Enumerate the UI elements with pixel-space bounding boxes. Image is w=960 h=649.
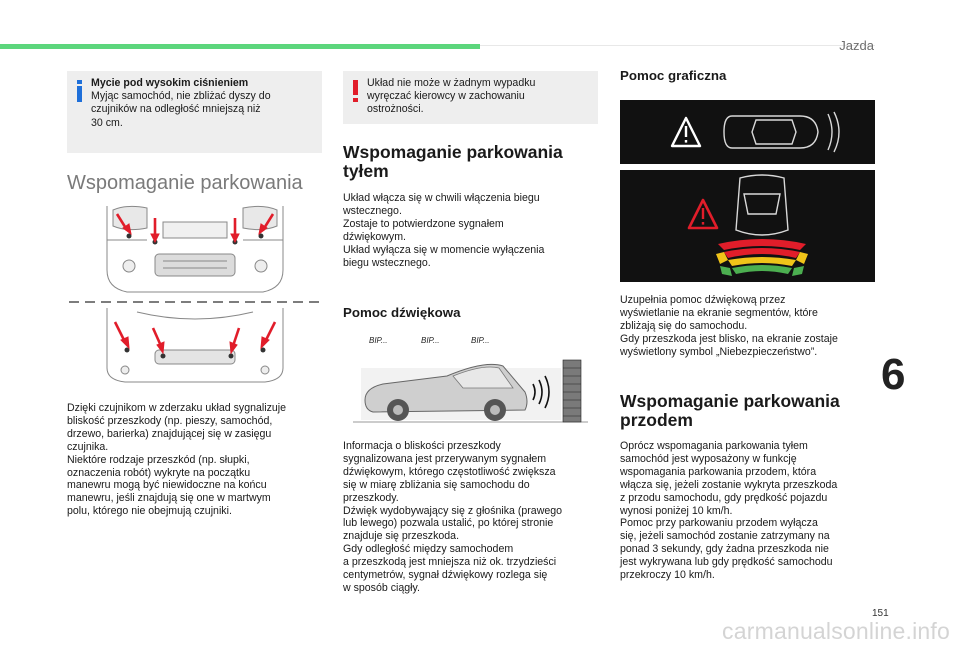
warning-note-box [343, 71, 598, 124]
text-line: a przeszkodą jest mniejsza niż ok. trzydzieści [343, 556, 557, 569]
text-line: biegu wstecznego. [343, 256, 431, 269]
text-line: oznaczenia robót) wykryte na początku [67, 466, 251, 479]
text-line: lub lewego) pozwala ustalić, po której stronie [343, 517, 554, 530]
text-line: Pomoc przy parkowaniu przodem wyłącza [620, 517, 818, 530]
text-line: zbliżają się do samochodu. [620, 319, 748, 332]
text-line: Gdy przeszkoda jest blisko, na ekranie zostaje [620, 332, 838, 345]
sound-aid-title: Pomoc dźwiękowa [343, 305, 461, 320]
text-line: samochód jest wyposażony w funkcję [620, 452, 797, 465]
text-line: znajduje się przeszkoda. [343, 530, 460, 543]
text-line: centymetrów, sygnał dźwiękowy rozlega się [343, 569, 548, 582]
text-line: się, jeżeli samochód zostanie zatrzymany na [620, 530, 830, 543]
header-divider [480, 45, 875, 46]
info-note-title: Mycie pod wysokim ciśnieniem [91, 77, 249, 89]
text-line: wyświetlony symbol „Niebezpieczeństwo”. [620, 345, 818, 358]
beep-label: BIP... [369, 336, 388, 345]
warning-note-line: wyręczać kierowcy w zachowaniu [367, 90, 525, 103]
text-line: Informacja o bliskości przeszkody [343, 440, 501, 452]
info-note-box [67, 71, 322, 153]
text-line: manewru, jeśli znajdują się one w martwym [67, 492, 271, 505]
sound-aid-figure [343, 332, 598, 432]
text-line: dźwiękowym. [343, 230, 406, 243]
text-line: przeszkody. [343, 491, 399, 504]
text-line: Dźwięk wydobywający się z głośnika (prawego [343, 504, 563, 517]
rear-assist-title [343, 143, 603, 181]
text-line: włącza się, jeżeli zostanie wykryta przeszkoda [620, 478, 838, 491]
text-line: czujnika. [67, 440, 109, 453]
title-line: Wspomaganie parkowania [343, 142, 563, 162]
display-panel-top [620, 100, 875, 164]
warning-note-line: Układ nie może w żadnym wypadku [367, 77, 536, 89]
danger-icon [689, 200, 717, 228]
text-line: wspomagania parkowania przodem, która [620, 465, 817, 478]
text-line: Układ wyłącza się w momencie wyłączenia [343, 243, 545, 256]
sound-aid-text [343, 440, 601, 595]
text-line: Uzupełnia pomoc dźwiękową przez [620, 294, 786, 306]
rear-assist-text [343, 192, 601, 269]
text-line: polu, którego nie obejmują czujniki. [67, 505, 232, 518]
text-line: Niektóre rodzaje przeszkód (np. słupki, [67, 453, 250, 466]
col1-paragraph [67, 402, 325, 518]
info-note-line: 30 cm. [91, 116, 123, 129]
text-line: manewru mogą być niewidoczne na końcu [67, 479, 267, 492]
title-line: tyłem [343, 161, 389, 181]
warning-note-line: ostrożności. [367, 103, 424, 116]
front-assist-text [620, 440, 878, 582]
text-line: w sposób ciągły. [343, 581, 420, 594]
text-line: się w miarę zbliżania się samochodu do [343, 478, 530, 491]
graphic-aid-title: Pomoc graficzna [620, 68, 727, 83]
text-line: Układ włącza się w chwili włączenia biegu [343, 192, 540, 204]
beep-label: BIP... [421, 336, 440, 345]
chapter-number: 6 [881, 350, 906, 399]
text-line: jest wykrywana lub gdy prędkość samochodu [620, 556, 833, 569]
text-line: Dzięki czujnikom w zderzaku układ sygnalizuje [67, 402, 287, 414]
text-line: bliskość przeszkody (np. pieszy, samochód, [67, 414, 273, 427]
text-line: ponad 3 sekundy, gdy żadna przeszkoda nie [620, 543, 829, 556]
title-line: Wspomaganie parkowania [620, 391, 840, 411]
info-note-text [91, 77, 317, 130]
page-number: 151 [872, 608, 889, 619]
watermark: carmanualsonline.info [722, 618, 950, 644]
beep-label: BIP... [471, 336, 490, 345]
danger-icon [672, 118, 700, 146]
display-panel-bottom [620, 170, 875, 282]
title-line: przodem [620, 410, 693, 430]
front-assist-title [620, 392, 880, 430]
text-line: sygnalizowana jest przerywanym sygnałem [343, 452, 547, 465]
text-line: Oprócz wspomagania parkowania tyłem [620, 440, 808, 452]
info-note-line: czujników na odległość mniejszą niż [91, 103, 261, 116]
warning-icon [353, 80, 358, 107]
info-icon [77, 80, 82, 107]
warning-note-text [367, 77, 593, 117]
bumper-sensors-figure [67, 200, 323, 386]
text-line: Gdy odległość między samochodem [343, 543, 514, 556]
section-name: Jazda [839, 38, 874, 53]
text-line: wyświetlanie na ekranie segmentów, które [620, 306, 818, 319]
main-title: Wspomaganie parkowania [67, 172, 303, 194]
text-line: wstecznego. [343, 204, 402, 217]
text-line: Zostaje to potwierdzone sygnałem [343, 217, 504, 230]
text-line: przekroczy 10 km/h. [620, 569, 715, 582]
graphic-aid-text [620, 294, 878, 359]
text-line: drzewo, barierka) znajdującej się w zasięgu [67, 427, 272, 440]
text-line: z przodu samochodu, gdy prędkość pojazdu [620, 491, 828, 504]
text-line: dźwiękowym, którego częstotliwość zwiększa [343, 465, 556, 478]
section-color-bar [0, 44, 480, 49]
text-line: wynosi poniżej 10 km/h. [620, 504, 733, 517]
info-note-line: Myjąc samochód, nie zbliżać dyszy do [91, 90, 271, 103]
